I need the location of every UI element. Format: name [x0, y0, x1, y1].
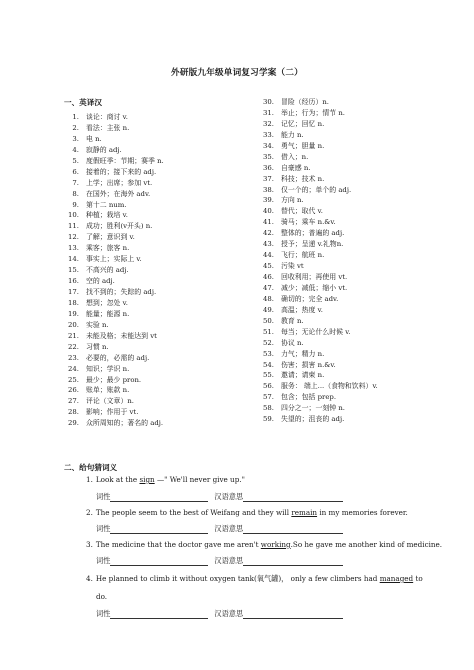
- vocab-text: 能力 n.: [281, 130, 304, 139]
- vocab-text: 接着的；接下来的 adj.: [86, 167, 157, 176]
- vocab-text: 冒险（经历）n.: [281, 98, 329, 106]
- vocab-number: 52.: [263, 338, 274, 347]
- vocab-number: 49.: [263, 305, 274, 314]
- vocab-number: 19.: [68, 309, 79, 318]
- vocab-item: [63, 342, 164, 353]
- vocab-number: 45.: [263, 262, 274, 271]
- answer-row-1: [96, 492, 343, 502]
- vocab-text: 第十二 num.: [86, 200, 127, 209]
- vocab-item: [63, 156, 164, 167]
- vocab-number: 15.: [68, 266, 79, 275]
- vocab-number: 10.: [68, 211, 79, 220]
- vocab-text: 能量；能源 n.: [86, 309, 130, 318]
- vocab-number: 28.: [68, 408, 79, 417]
- vocab-item: [63, 123, 164, 134]
- vocab-item: [258, 327, 378, 338]
- vocab-text: 成功；胜利(v开头) n.: [86, 222, 153, 231]
- vocab-text: 骑马；乘车 n.&v.: [281, 218, 336, 227]
- vocab-item: [258, 206, 378, 217]
- vocab-number: 4.: [72, 145, 79, 154]
- vocab-item: [63, 112, 164, 123]
- meaning-blank[interactable]: [243, 524, 343, 534]
- vocab-item: [258, 294, 378, 305]
- vocab-text: 协议 n.: [281, 338, 304, 347]
- vocab-item: [258, 108, 378, 119]
- vocab-item: [258, 152, 378, 163]
- vocab-text: 减少；减低；缩小 vt.: [281, 283, 348, 292]
- vocab-item: [63, 385, 164, 396]
- vocab-number: 18.: [68, 298, 79, 307]
- vocab-text: 自豪感 n.: [281, 163, 311, 172]
- vocab-text: 找不到的；失踪的 adj.: [86, 288, 157, 296]
- vocab-text: 方向 n.: [281, 196, 304, 205]
- vocab-number: 44.: [263, 251, 274, 260]
- vocab-number: 51.: [263, 327, 274, 336]
- vocab-number: 11.: [68, 222, 79, 231]
- vocab-text: 每当；无论什么时候 v.: [281, 327, 351, 336]
- vocab-number: 54.: [263, 360, 274, 369]
- vocab-item: [258, 130, 378, 141]
- vocab-number: 25.: [68, 375, 79, 384]
- vocab-item: [63, 200, 164, 211]
- pos-label: 词性: [96, 556, 111, 565]
- vocab-item: [258, 414, 378, 425]
- vocab-text: 服务： 端上...（食物和饮料）v.: [281, 382, 378, 391]
- vocab-number: 32.: [263, 119, 274, 128]
- question-4-continuation: do.: [96, 592, 108, 601]
- vocab-item: [258, 97, 378, 108]
- vocab-text: 度假旺季：节期；赛季 n.: [86, 156, 164, 165]
- vocab-text: 电 n.: [86, 134, 102, 143]
- vocab-item: [258, 392, 378, 403]
- meaning-label: 汉语意思: [214, 524, 244, 533]
- answer-row-2: [96, 524, 343, 534]
- vocab-item: [63, 320, 164, 331]
- meaning-blank[interactable]: [243, 556, 343, 566]
- vocab-item: [258, 119, 378, 130]
- question-1: 1. Look at the sign —" We'll never give up.": [86, 475, 245, 484]
- vocab-item: [258, 195, 378, 206]
- vocab-number: 48.: [263, 294, 274, 303]
- vocab-text: 上学；出席；参加 vt.: [86, 178, 153, 187]
- vocab-item: [63, 221, 164, 232]
- vocab-text: 实验 n.: [86, 320, 109, 329]
- vocab-text: 了解；意识到 v.: [86, 233, 135, 242]
- vocab-number: 3.: [72, 134, 79, 143]
- vocab-item: [63, 232, 164, 243]
- vocab-item: [258, 163, 378, 174]
- vocab-text: 最少；最少 pron.: [86, 375, 142, 384]
- vocab-item: [258, 185, 378, 196]
- vocab-text: 替代；取代 v.: [281, 207, 323, 216]
- vocab-text: 勇气；胆量 n.: [281, 141, 325, 150]
- meaning-blank[interactable]: [243, 609, 343, 619]
- vocab-text: 看法：主张 n.: [86, 123, 130, 132]
- vocab-text: 乘客；旅客 n.: [86, 244, 130, 253]
- vocab-number: 6.: [72, 167, 79, 176]
- vocab-number: 17.: [68, 288, 79, 296]
- vocab-text: 影响；作用于 vt.: [86, 408, 139, 417]
- vocab-item: [258, 360, 378, 371]
- vocab-item: [258, 228, 378, 239]
- vocab-text: 想到；忽处 v.: [86, 298, 128, 307]
- vocab-item: [258, 349, 378, 360]
- vocab-number: 33.: [263, 130, 274, 139]
- vocab-text: 邀请；请柬 n.: [281, 371, 325, 380]
- question-2: 2. The people seem to the best of Weifang and they will remain in my memories forever.: [86, 508, 408, 517]
- pos-label: 词性: [96, 609, 111, 618]
- vocab-number: 30.: [263, 98, 274, 106]
- vocab-number: 8.: [72, 189, 79, 198]
- vocab-text: 伤害；损害 n.&v.: [281, 360, 336, 369]
- vocab-item: [63, 375, 164, 386]
- vocab-text: 习惯 n.: [86, 342, 109, 351]
- vocab-number: 23.: [68, 353, 79, 362]
- meaning-blank[interactable]: [243, 492, 343, 502]
- vocab-item: [63, 396, 164, 407]
- vocab-item: [258, 250, 378, 261]
- vocab-item: [63, 331, 164, 342]
- vocab-text: 评论（文章）n.: [86, 397, 134, 406]
- vocab-number: 9.: [72, 200, 79, 209]
- pos-label: 词性: [96, 524, 111, 533]
- vocab-text: 四分之一；一刻钟 n.: [281, 404, 345, 413]
- vocab-item: [63, 178, 164, 189]
- vocab-item: [63, 407, 164, 418]
- vocab-item: [258, 403, 378, 414]
- vocab-text: 种植；栽培 v.: [86, 211, 128, 220]
- vocab-number: 55.: [263, 371, 274, 380]
- vocab-text: 举止；行为；情节 n.: [281, 108, 345, 117]
- pos-blank[interactable]: [110, 492, 208, 502]
- vocab-number: 50.: [263, 316, 274, 325]
- pos-label: 词性: [96, 492, 111, 501]
- vocab-text: 空的 adj.: [86, 277, 115, 286]
- vocab-number: 31.: [263, 108, 274, 117]
- vocab-item: [63, 265, 164, 276]
- vocab-text: 知识；学识 n.: [86, 364, 130, 373]
- vocab-item: [63, 309, 164, 320]
- vocab-item: [258, 272, 378, 283]
- vocab-item: [63, 298, 164, 309]
- vocab-item: [258, 381, 378, 392]
- vocab-number: 20.: [68, 320, 79, 329]
- vocab-column-left: [63, 97, 164, 429]
- vocab-item: [258, 141, 378, 152]
- vocab-number: 29.: [68, 419, 79, 428]
- vocab-text: 未能及格；未能达到 vt: [86, 331, 157, 340]
- pos-blank[interactable]: [110, 609, 208, 619]
- vocab-text: 整体的；普遍的 adj.: [281, 229, 345, 238]
- vocab-number: 38.: [263, 185, 274, 194]
- vocab-text: 谈论：商讨 v.: [86, 113, 128, 121]
- vocab-text: 众所周知的；著名的 adj.: [86, 419, 164, 428]
- vocab-text: 授予；呈递 v.礼物n.: [281, 240, 344, 249]
- meaning-label: 汉语意思: [214, 609, 244, 618]
- vocab-number: 37.: [263, 174, 274, 183]
- vocab-text: 回收利用；再使用 vt.: [281, 273, 348, 281]
- vocab-item: [63, 145, 164, 156]
- vocab-number: 39.: [263, 196, 274, 205]
- vocab-item: [63, 134, 164, 145]
- vocab-text: 记忆；回忆 n.: [281, 119, 325, 128]
- vocab-number: 1.: [72, 113, 79, 121]
- vocab-item: [63, 243, 164, 254]
- vocab-number: 40.: [263, 207, 274, 216]
- vocab-text: 账单；账款 n.: [86, 386, 130, 395]
- vocab-number: 16.: [68, 277, 79, 286]
- answer-row-4: [96, 609, 343, 619]
- vocab-text: 在国外；在海外 adv.: [86, 189, 151, 198]
- vocab-item: [63, 276, 164, 287]
- vocab-number: 36.: [263, 163, 274, 172]
- vocab-item: [258, 261, 378, 272]
- vocab-number: 58.: [263, 404, 274, 413]
- vocab-item: [63, 364, 164, 375]
- vocab-number: 43.: [263, 240, 274, 249]
- vocab-number: 41.: [263, 218, 274, 227]
- question-4: 4. He planned to climb it without oxygen tank(氧气罐)， only a few climbers had managed to: [86, 574, 423, 583]
- vocab-number: 59.: [263, 415, 274, 424]
- vocab-number: 13.: [68, 244, 79, 253]
- vocab-text: 力气；精力 n.: [281, 349, 325, 358]
- vocab-number: 53.: [263, 349, 274, 358]
- vocab-text: 高温；热度 v.: [281, 305, 323, 314]
- meaning-label: 汉语意思: [214, 556, 244, 565]
- vocab-text: 失望的；沮丧的 adj.: [281, 415, 345, 424]
- vocab-text: 污染 vt: [281, 262, 304, 271]
- vocab-item: [258, 239, 378, 250]
- question-3: 3. The medicine that the doctor gave me aren't working.So he gave me another kind of medicine.: [86, 540, 443, 549]
- vocab-item: [258, 316, 378, 327]
- vocab-item: [63, 189, 164, 200]
- vocab-number: 22.: [68, 342, 79, 351]
- vocab-number: 47.: [263, 283, 274, 292]
- vocab-item: [63, 418, 164, 429]
- vocab-number: 27.: [68, 397, 79, 406]
- vocab-number: 42.: [263, 229, 274, 238]
- target-word: managed: [379, 574, 414, 583]
- target-word: working: [260, 540, 291, 549]
- vocab-item: [63, 254, 164, 265]
- vocab-text: 包含；包括 prep.: [281, 393, 337, 402]
- vocab-text: 必要的，必需的 adj.: [86, 353, 150, 362]
- vocab-item: [63, 210, 164, 221]
- vocab-number: 46.: [263, 273, 274, 281]
- vocab-number: 5.: [72, 156, 79, 165]
- vocab-text: 确切的；完全 adv.: [281, 294, 339, 303]
- pos-blank[interactable]: [110, 556, 208, 566]
- answer-row-3: [96, 556, 343, 566]
- vocab-number: 35.: [263, 152, 274, 161]
- vocab-number: 12.: [68, 233, 79, 242]
- vocab-number: 2.: [72, 123, 79, 132]
- vocab-text: 科技；技术 n.: [281, 174, 325, 183]
- vocab-item: [258, 370, 378, 381]
- vocab-item: [258, 174, 378, 185]
- page-title: 外研版九年级单词复习学案（二）: [171, 68, 303, 78]
- vocab-text: 飞行；航班 n.: [281, 251, 325, 260]
- vocab-text: 寂静的 adj.: [86, 145, 122, 154]
- vocab-text: 仅一个的；单个的 adj.: [281, 185, 352, 194]
- vocab-item: [258, 338, 378, 349]
- meaning-label: 汉语意思: [214, 492, 244, 501]
- vocab-item: [63, 287, 164, 298]
- target-word: sign: [139, 475, 155, 484]
- vocab-number: 34.: [263, 141, 274, 150]
- vocab-number: 26.: [68, 386, 79, 395]
- vocab-item: [258, 217, 378, 228]
- vocab-item: [63, 167, 164, 178]
- vocab-number: 24.: [68, 364, 79, 373]
- vocab-item: [258, 283, 378, 294]
- section-heading-guess: 二、给句猜词义: [64, 463, 118, 472]
- vocab-text: 事实上；实际上 v.: [86, 255, 142, 264]
- vocab-number: 14.: [68, 255, 79, 264]
- vocab-number: 21.: [68, 331, 79, 340]
- vocab-number: 57.: [263, 393, 274, 402]
- vocab-text: 教育 n.: [281, 316, 304, 325]
- vocab-number: 7.: [72, 178, 79, 187]
- vocab-item: [258, 305, 378, 316]
- target-word: remain: [291, 508, 318, 517]
- vocab-text: 不高兴的 adj.: [86, 266, 129, 275]
- vocab-text: 借入；n.: [281, 152, 309, 161]
- vocab-column-right: [258, 97, 378, 425]
- pos-blank[interactable]: [110, 524, 208, 534]
- vocab-number: 56.: [263, 382, 274, 391]
- vocab-item: [63, 353, 164, 364]
- section-heading-translate: 一、英译汉: [64, 98, 102, 107]
